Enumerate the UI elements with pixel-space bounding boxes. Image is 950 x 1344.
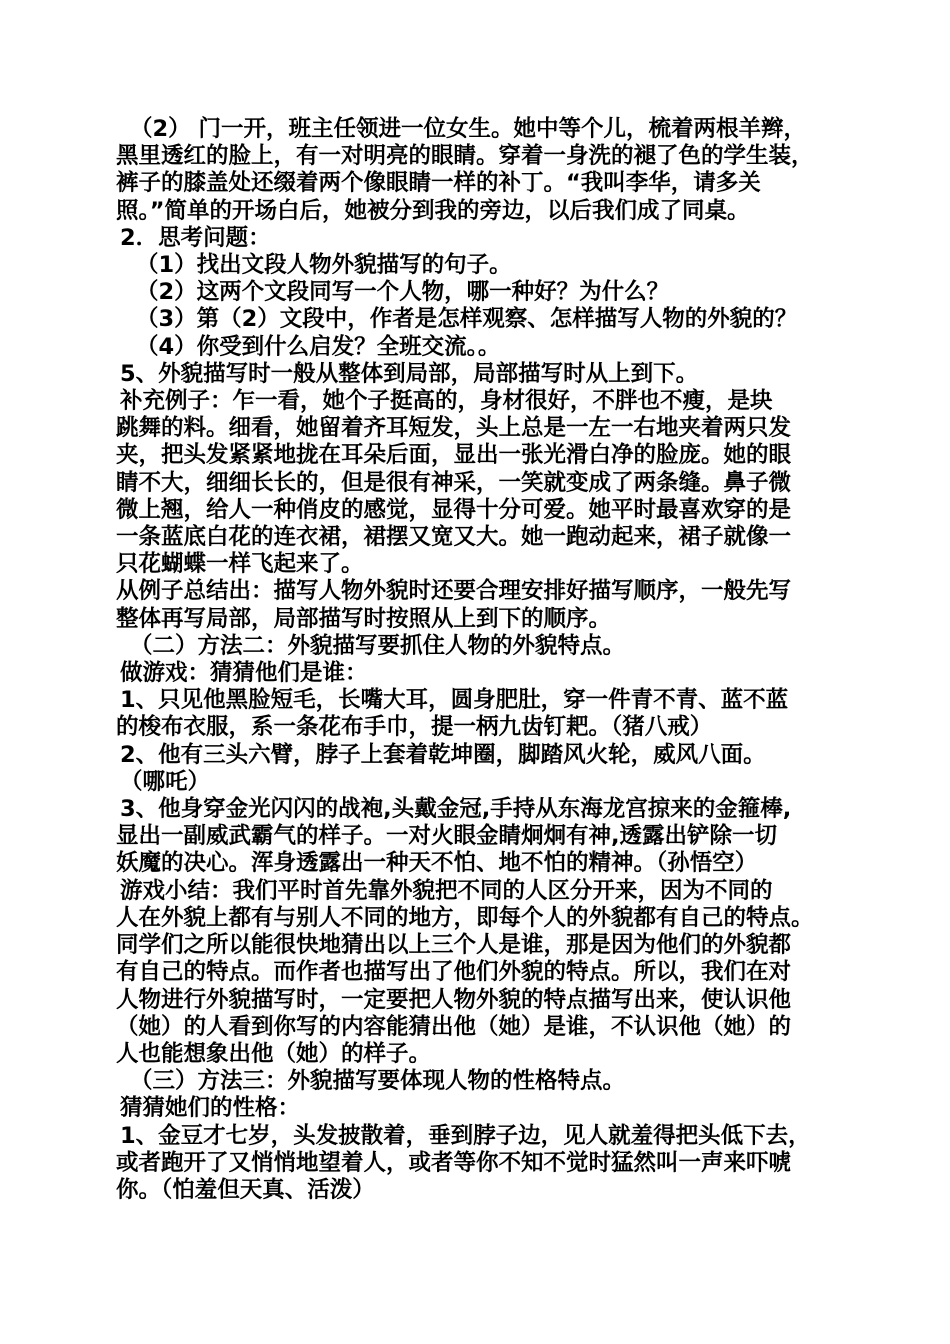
text-line: （4）你受到什么启发？全班交流。。	[136, 333, 501, 360]
text-line: 或者跑开了又悄悄地望着人，或者等你不知不觉时猛然叫一声来吓唬	[116, 1149, 792, 1176]
text-line: （2）这两个文段同写一个人物，哪一种好？为什么？	[136, 279, 670, 306]
text-line: 同学们之所以能很快地猜出以上三个人是谁，那是因为他们的外貌都	[116, 932, 792, 959]
text-line: 3、他身穿金光闪闪的战袍,头戴金冠,手持从东海龙宫掠来的金箍棒,	[120, 796, 792, 823]
text-line: 1、金豆才七岁，头发披散着，垂到脖子边，见人就羞得把头低下去，	[120, 1122, 811, 1149]
text-line: 人在外貌上都有与别人不同的地方，即每个人的外貌都有自己的特点。	[116, 904, 814, 931]
text-line: 猜猜她们的性格：	[120, 1095, 301, 1122]
text-line: 人物进行外貌描写时，一定要把人物外貌的特点描写出来，使认识他	[116, 986, 792, 1013]
text-line: （3）第（2）文段中，作者是怎样观察、怎样描写人物的外貌的？	[136, 306, 798, 333]
text-line: 5、外貌描写时一般从整体到局部，局部描写时从上到下。	[120, 360, 699, 387]
text-line: 只花蝴蝶一样飞起来了。	[116, 551, 364, 578]
text-line: 2、他有三头六臂，脖子上套着乾坤圈，脚踏风火轮，威风八面。	[120, 741, 766, 768]
text-line: 妖魔的决心。浑身透露出一种天不怕、地不怕的精神。（孙悟空）	[116, 850, 758, 877]
text-line: 有自己的特点。而作者也描写出了他们外貌的特点。所以，我们在对	[116, 959, 792, 986]
text-line: 跳舞的料。细看，她留着齐耳短发，头上总是一左一右地夹着两只发	[116, 415, 792, 442]
text-line: 裤子的膝盖处还缀着两个像眼睛一样的补丁。“我叫李华，请多关	[116, 170, 761, 197]
text-line: 显出一副威武霸气的样子。一对火眼金睛炯炯有神,透露出铲除一切	[116, 823, 778, 850]
text-line: 的梭布衣服，系一条花布手巾，提一柄九齿钉耙。（猪八戒）	[116, 714, 713, 741]
text-line: 睛不大，细细长长的，但是很有神采，一笑就变成了两条缝。鼻子微	[116, 469, 792, 496]
text-line: （1）找出文段人物外貌描写的句子。	[136, 252, 512, 279]
text-line: 夹，把头发紧紧地拢在耳朵后面，显出一张光滑白净的脸庞。她的眼	[116, 442, 792, 469]
text-line: （2） 门一开，班主任领进一位女生。她中等个儿，梳着两根羊辫，	[130, 116, 806, 142]
text-line: 从例子总结出：描写人物外貌时还要合理安排好描写顺序，一般先写	[116, 578, 792, 605]
text-line: 游戏小结：我们平时首先靠外貌把不同的人区分开来，因为不同的	[120, 877, 773, 904]
text-line: 补充例子：乍一看，她个子挺高的，身材很好，不胖也不瘦，是块	[120, 388, 773, 415]
text-line: 人也能想象出他（她）的样子。	[116, 1040, 432, 1067]
text-line: 照。”简单的开场白后，她被分到我的旁边，以后我们成了同桌。	[116, 197, 750, 224]
text-line: 做游戏：猜猜他们是谁：	[120, 660, 368, 687]
text-line: 微上翘，给人一种俏皮的感觉，显得十分可爱。她平时最喜欢穿的是	[116, 496, 792, 523]
text-line: 1、只见他黑脸短毛，长嘴大耳，圆身肥肚，穿一件青不青、蓝不蓝	[120, 687, 789, 714]
text-line: 你。（怕羞但天真、活泼）	[116, 1176, 375, 1203]
text-line: （三）方法三：外貌描写要体现人物的性格特点。	[130, 1068, 626, 1095]
text-line: 2．思考问题：	[120, 224, 271, 251]
text-line: 一条蓝底白花的连衣裙，裙摆又宽又大。她一跑动起来，裙子就像一	[116, 524, 792, 551]
text-line: （她）的人看到你写的内容能猜出他（她）是谁，不认识他（她）的	[116, 1013, 792, 1040]
text-line: （哪吒）	[120, 768, 211, 795]
text-line: （二）方法二：外貌描写要抓住人物的外貌特点。	[130, 632, 626, 659]
text-line: 黑里透红的脸上，有一对明亮的眼睛。穿着一身洗的褪了色的学生装，	[116, 143, 814, 170]
document-body	[116, 116, 846, 1204]
text-line: 整体再写局部，局部描写时按照从上到下的顺序。	[116, 605, 612, 632]
